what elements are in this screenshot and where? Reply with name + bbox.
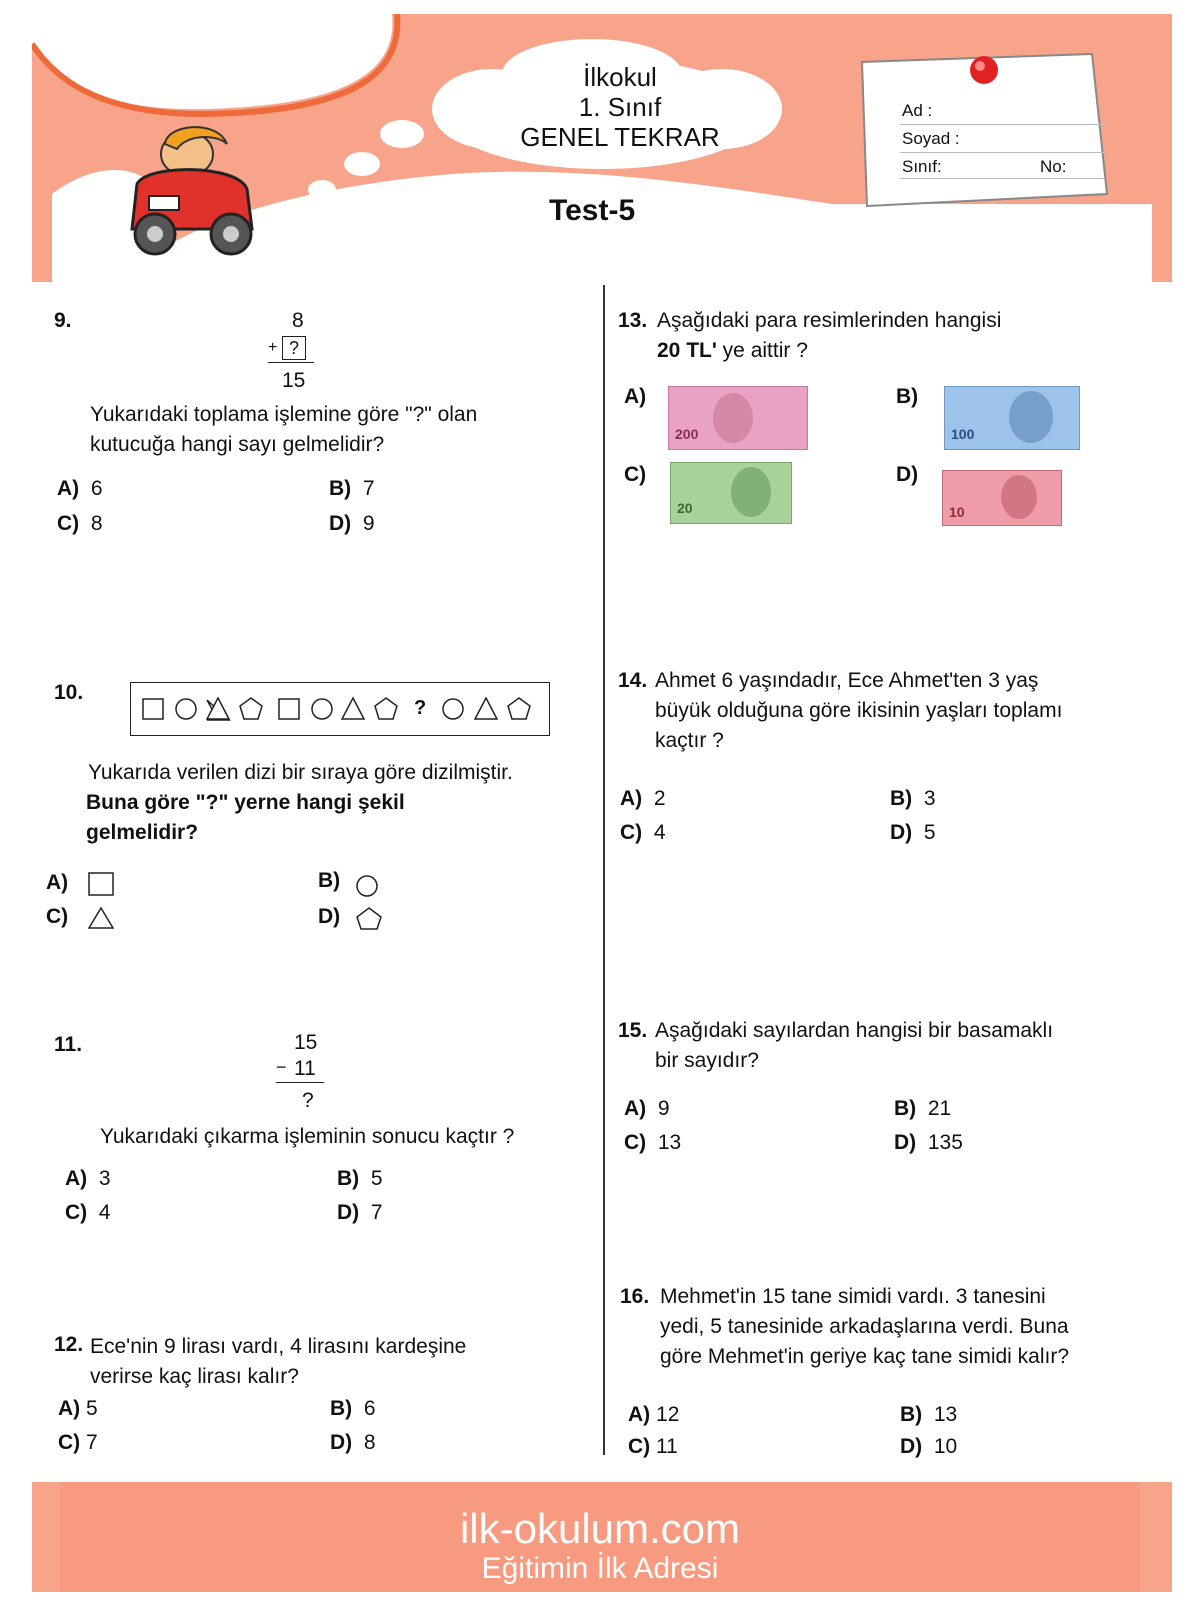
q13-option-d[interactable]: D) [896,463,919,486]
footer-site[interactable]: ilk-okulum.com [459,1505,741,1552]
q11-text: Yukarıdaki çıkarma işleminin sonucu kaçtır ? [100,1125,515,1148]
q12-number: 12. [54,1333,84,1356]
q10-text-line3: gelmelidir? [86,821,199,844]
banknote-100-label: 100 [951,426,975,442]
banknote-10-image [942,470,1062,526]
q9-option-a[interactable]: A) 6 [57,477,103,500]
seq-pentagon-icon [508,698,530,719]
column-divider [603,285,605,1455]
banknote-200-image [668,386,808,450]
q9-rule [268,362,314,363]
form-no-label: No: [1040,157,1067,176]
q11-option-c[interactable]: C) 4 [65,1201,111,1224]
q13-option-c[interactable]: C) [624,463,647,486]
q9-option-d[interactable]: D) 9 [329,512,375,535]
q16-number: 16. [620,1285,650,1308]
form-surname-label: Soyad : [902,129,960,148]
q14-text-line1: Ahmet 6 yaşındadır, Ece Ahmet'ten 3 yaş [655,669,1039,692]
q16-option-c[interactable]: C) 11 [628,1435,678,1458]
q13-option-b[interactable]: B) [896,385,919,408]
q15-option-d[interactable]: D) 135 [894,1131,963,1154]
q12-option-a[interactable]: A) 5 [58,1397,98,1420]
q10-sequence [131,683,549,735]
q14-option-c[interactable]: C) 4 [620,821,666,844]
seq-triangle-icon [475,698,497,719]
q10-sequence-box [130,682,550,736]
header-title-block [490,62,750,152]
q9-option-b[interactable]: B) 7 [329,477,375,500]
q10-option-c[interactable]: C) [46,905,69,928]
q11-minus: − [276,1057,287,1077]
q15-text-line1: Aşağıdaki sayılardan hangisi bir basamaklı [655,1019,1054,1042]
q15-option-c[interactable]: C) 13 [624,1131,682,1154]
q13-text-line1: Aşağıdaki para resimlerinden hangisi [657,309,1002,332]
banknote-20-label: 20 [677,500,693,516]
form-name-label: Ad : [902,101,933,120]
form-class-label: Sınıf: [902,157,942,176]
q14-option-d[interactable]: D) 5 [890,821,936,844]
q12-option-b[interactable]: B) 6 [330,1397,376,1420]
q16-text-line1: Mehmet'in 15 tane simidi vardı. 3 tanesini [660,1285,1046,1308]
q10-text-line1: Yukarıda verilen dizi bir sıraya göre dizilmiştir. [88,761,513,784]
q15-option-b[interactable]: B) 21 [894,1097,952,1120]
q11-result: ? [302,1089,314,1112]
q15-number: 15. [618,1019,648,1042]
test-title: Test-5 [549,194,636,227]
footer-slogan: Eğitimin İlk Adresi [481,1552,719,1585]
subject-label: GENEL TEKRAR [520,122,720,152]
q9-text-line2: kutucuğa hangi sayı gelmelidir? [90,433,385,456]
q10-option-a[interactable]: A) [46,871,69,894]
q9-option-c[interactable]: C) 8 [57,512,103,535]
q16-text-line3: göre Mehmet'in geriye kaç tane simidi kalır? [660,1345,1070,1368]
q12-option-d[interactable]: D) 8 [330,1431,376,1454]
seq-pentagon-icon [375,698,397,719]
q10-option-b[interactable]: B) [318,869,341,892]
level-label: İlkokul [583,62,657,92]
q12-text-line2: verirse kaç lirası kalır? [90,1365,299,1388]
q9-top: 8 [292,309,304,332]
q13-option-a[interactable]: A) [624,385,647,408]
q9-result: 15 [282,369,306,392]
q9-number: 9. [54,309,72,332]
q13-text-line2: 20 TL' ye aittir ? [657,339,808,362]
q11-top: 15 [294,1031,318,1054]
q11-rule [276,1082,324,1083]
banknote-20-image [670,462,792,524]
seq-circle-icon [312,699,332,719]
q9-plus: + [268,339,278,356]
q14-text-line2: büyük olduğuna göre ikisinin yaşları toplamı [655,699,1063,722]
q11-number: 11. [54,1033,83,1056]
grade-label: 1. Sınıf [578,92,662,122]
q10-number: 10. [54,681,84,704]
q11-sub: 11 [294,1057,316,1080]
circle-icon [356,874,382,900]
banknote-100-image [944,386,1080,450]
q16-option-b[interactable]: B) 13 [900,1403,958,1426]
banknote-10-label: 10 [949,504,965,520]
pentagon-icon [356,906,384,932]
q15-text-line2: bir sayıdır? [655,1049,759,1072]
seq-circle-icon [176,699,196,719]
q14-text-line3: kaçtır ? [655,729,724,752]
q10-text-line2: Buna göre "?" yerne hangi şekil [86,791,405,814]
q11-option-b[interactable]: B) 5 [337,1167,383,1190]
seq-triangle-icon [342,698,364,719]
q14-number: 14. [618,669,648,692]
seq-circle-icon [443,699,463,719]
q16-text-line2: yedi, 5 tanesinide arkadaşlarına verdi. Buna [660,1315,1069,1338]
q15-option-a[interactable]: A) 9 [624,1097,670,1120]
q12-text-line1: Ece'nin 9 lirası vardı, 4 lirasını kardeşine [90,1335,467,1358]
q14-option-b[interactable]: B) 3 [890,787,936,810]
q10-missing-mark: ? [414,697,427,719]
logo-site[interactable]: ilk-okulum.com [96,20,310,56]
q11-option-d[interactable]: D) 7 [337,1201,383,1224]
logo-slogan: Eğitimin İlk Adresi [116,59,282,82]
q11-option-a[interactable]: A) 3 [65,1167,111,1190]
q13-number: 13. [618,309,648,332]
seq-square-icon [143,699,163,719]
square-icon [88,872,114,898]
q16-option-d[interactable]: D) 10 [900,1435,958,1458]
banknote-200-label: 200 [675,426,699,442]
seq-pentagon-icon [240,698,262,719]
seq-square-icon [279,699,299,719]
q12-option-c[interactable]: C) 7 [58,1431,98,1454]
q14-option-a[interactable]: A) 2 [620,787,666,810]
triangle-icon [88,906,116,932]
q9-answer-box: ? [282,336,306,360]
q10-option-d[interactable]: D) [318,905,341,928]
q16-option-a[interactable]: A) 12 [628,1403,680,1426]
q9-text-line1: Yukarıdaki toplama işlemine göre "?" olan [90,403,478,426]
